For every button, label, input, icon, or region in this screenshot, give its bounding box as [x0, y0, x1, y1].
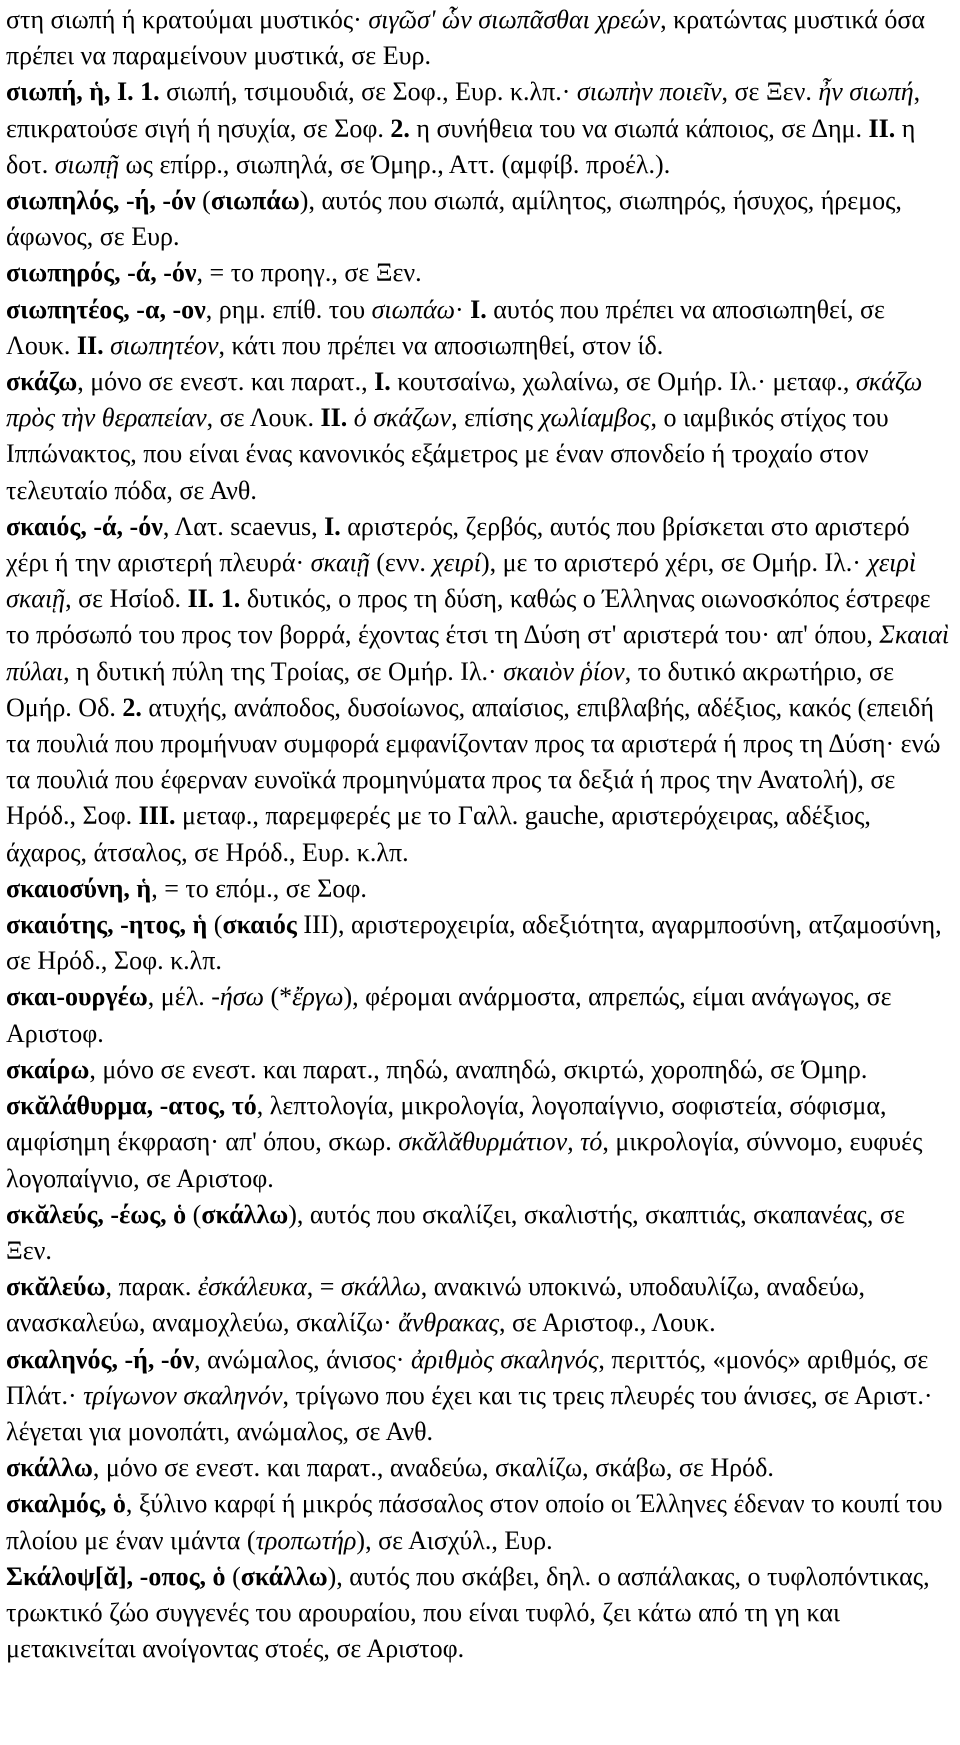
entry-text: , ανακινώ υποκινώ, υποδαυλίζω, αναδεύω, ανασκαλεύω, αναμοχλεύω, σκαλίζω·	[6, 1272, 866, 1338]
entry-bold-text: σκαίρω	[6, 1054, 90, 1084]
entry-italic-text: σιωπῇ	[54, 149, 120, 179]
entry-bold-text: σκᾰλάθυρμα, -ατος, τό	[6, 1091, 257, 1121]
entry-text: η συνήθεια του να σιωπά κάποιος, σε Δημ.	[409, 113, 869, 143]
entry-text: , η δυτική πύλη της Τροίας, σε Ομήρ. Ιλ.·	[63, 656, 504, 686]
dictionary-entry	[6, 1486, 952, 1558]
entry-text: αριστερός, ζερβός, αυτός που βρίσκεται στο αριστερό χέρι ή την αριστερή πλευρά·	[6, 511, 910, 578]
entry-italic-text: σκαιῇ	[310, 548, 370, 578]
entry-text: κουτσαίνω, χωλαίνω, σε Ομήρ. Ιλ.· μεταφ.,	[390, 367, 856, 397]
entry-text: ), αυτός που σιωπά, αμίλητος, σιωπηρός, ήσυχος, ήρεμος, άφωνος, σε Ευρ.	[6, 186, 902, 252]
entry-text: ), με το αριστερό χέρι, σε Ομήρ. Ιλ.·	[480, 548, 868, 578]
entry-text: (	[225, 1561, 241, 1591]
entry-italic-text: σκάλλω	[340, 1272, 421, 1302]
entry-italic-text: σιγῶσ' ὧν σιωπᾶσθαι χρεών	[368, 5, 661, 34]
entry-bold-text: III.	[138, 801, 176, 831]
entry-bold-text: σκαληνός, -ή, -όν	[6, 1344, 195, 1374]
entry-text: , μικρολογία, σύννομο, ευφυές λογοπαίγνιο, σε Αριστοφ.	[6, 1127, 923, 1193]
entry-text: , τρίγωνο που έχει και τις τρεις πλευρές του άνισες, σε Αριστ.· λέγεται για μονοπάτι, ανώμαλος, σε Ανθ.	[6, 1380, 933, 1446]
entry-bold-text: σκάλλω	[201, 1199, 289, 1229]
dictionary-entry	[6, 1088, 952, 1197]
entry-bold-text: σιωπηλός, -ή, -όν	[6, 186, 196, 216]
entry-text: , μέλ.	[147, 982, 212, 1012]
entry-bold-text: I.	[470, 294, 487, 324]
entry-text: , = το προηγ., σε Ξεν.	[196, 258, 422, 288]
entry-italic-text: χειρὶ σκαιῇ	[6, 548, 917, 614]
entry-text: , κάτι που πρέπει να αποσιωπηθεί, στον ίδ.	[218, 330, 664, 360]
entry-text: , κρατώντας μυστικά όσα πρέπει να παραμείνουν μυστικά, σε Ευρ.	[6, 5, 925, 71]
entry-bold-text: σκάλλω	[6, 1453, 93, 1483]
entry-text: (	[207, 910, 223, 940]
entry-text: (	[195, 186, 211, 216]
entry-text: , περιττός, «μονός» αριθμός, σε Πλάτ.·	[6, 1344, 929, 1410]
entry-italic-text: σκαιὸν ῥίον	[503, 656, 625, 686]
entry-text: , μόνο σε ενεστ. και παρατ., αναδεύω, σκαλίζω, σκάβω, σε Ηρόδ.	[92, 1453, 774, 1483]
entry-italic-text: ἔργω	[292, 982, 344, 1012]
dictionary-entry	[6, 1342, 952, 1451]
entry-text: ατυχής, ανάποδος, δυσοίωνος, απαίσιος, επιβλαβής, αδέξιος, κακός (επειδή τα πουλιά που προμήνυαν συμφορά εμφανίζονταν προς τα αριστερά ή προς τη Δύση· ενώ τα πουλιά που έφερναν ευνοϊκά προμηνύματα προς τα δεξιά ή προς την Ανατολή), σε Ηρόδ., Σοφ.	[6, 692, 941, 831]
entry-italic-text: ἐσκάλευκα	[197, 1272, 307, 1302]
entry-bold-text: I. 1.	[116, 77, 160, 107]
entry-italic-text: Σκαιαὶ πύλαι	[6, 620, 950, 686]
entry-bold-text: σκάλλω	[240, 1561, 328, 1591]
entry-italic-text: ἦν σιωπή	[818, 77, 914, 107]
entry-italic-text: ἀριθμὸς σκαληνός	[410, 1344, 599, 1374]
entry-bold-text: σκαιός, -ά, -όν	[6, 511, 163, 541]
entry-bold-text: II. 1.	[187, 584, 241, 614]
entry-bold-text: II.	[320, 403, 348, 433]
entry-bold-text: σκαιότης, -ητος, ἡ	[6, 910, 208, 940]
entry-italic-text: χειρί	[432, 548, 481, 578]
entry-text: , μόνο σε ενεστ. και παρατ., πηδώ, αναπηδώ, σκιρτώ, χοροπηδώ, σε Όμηρ.	[89, 1054, 868, 1084]
entry-bold-text: II.	[868, 113, 896, 143]
entry-text: ·	[455, 294, 471, 324]
entry-text: , =	[306, 1272, 341, 1302]
entry-text: ), αυτός που σκάβει, δηλ. ο ασπάλακας, ο τυφλοπόντικας, τρωκτικό ζώο συγγενές του αρουραίου, που είναι τυφλό, ζει κάτω από τη γη και μετακινείται ανοίγοντας στοές, σε Αριστοφ.	[6, 1561, 930, 1664]
entry-text: , = το επόμ., σε Σοφ.	[151, 873, 367, 903]
entry-text: , σε Αριστοφ., Λουκ.	[499, 1308, 716, 1338]
dictionary-entry	[6, 1559, 952, 1668]
entry-text: μεταφ., παρεμφερές με το Γαλλ. gauche, αριστερόχειρας, αδέξιος, άχαρος, άτσαλος, σε Ηρόδ., Ευρ. κ.λπ.	[6, 801, 871, 867]
entry-text: (	[186, 1199, 202, 1229]
dictionary-entry	[6, 1052, 952, 1088]
entry-bold-text: 2.	[122, 692, 142, 722]
entry-bold-text: σιωπηρός, -ά, -όν	[6, 258, 197, 288]
entry-text: , σε Ξεν.	[721, 77, 819, 107]
dictionary-entry	[6, 871, 952, 907]
entry-italic-text: σκᾰλᾰθυρμάτιον, τό	[398, 1127, 603, 1157]
entry-text: , παρακ.	[105, 1272, 198, 1302]
dictionary-entry	[6, 979, 952, 1051]
dictionary-entry	[6, 292, 952, 364]
entry-bold-text: σιωπή, ἡ,	[6, 77, 111, 107]
dictionary-entry	[6, 1197, 952, 1269]
entry-text: , ρημ. επίθ. του	[205, 294, 372, 324]
entry-italic-text: σκάζω πρὸς τὴν θεραπείαν	[6, 367, 923, 433]
entry-bold-text: Σκάλοψ[ᾰ], -οπος, ὁ	[6, 1561, 226, 1591]
entry-italic-text: σιωπάω	[371, 294, 455, 324]
entry-italic-text: τρίγωνον σκαληνόν	[83, 1380, 283, 1410]
entry-bold-text: I.	[324, 511, 341, 541]
entry-bold-text: I.	[374, 367, 391, 397]
dictionary-entry	[6, 255, 952, 291]
entry-text: , επίσης	[451, 403, 540, 433]
entry-text: αυτός που πρέπει να αποσιωπηθεί, σε Λουκ.	[6, 294, 885, 360]
entry-text: σιωπή, τσιμουδιά, σε Σοφ., Ευρ. κ.λπ.·	[159, 77, 577, 107]
entry-text: δυτικός, ο προς τη δύση, καθώς ο Έλληνας οιωνοσκόπος έστρεφε το πρόσωπό του προς τον βορρά, έχοντας έτσι τη Δύση στ' αριστερά του· απ' όπου,	[6, 584, 931, 650]
entry-italic-text: τροπωτήρ	[255, 1525, 357, 1555]
entry-text: η δοτ.	[6, 113, 916, 179]
dictionary-entry	[6, 183, 952, 255]
entry-bold-text: σκαλμός, ὁ	[6, 1489, 126, 1519]
entry-bold-text: σκαιοσύνη, ἡ	[6, 873, 152, 903]
dictionary-entry	[6, 1269, 952, 1341]
entry-text: , μόνο σε ενεστ. και παρατ.,	[77, 367, 375, 397]
entry-text: ), φέρομαι ανάρμοστα, απρεπώς, είμαι ανάγωγος, σε Αριστοφ.	[6, 982, 892, 1048]
dictionary-entry	[6, 509, 952, 871]
entry-text: , το δυτικό ακρωτήριο, σε Ομήρ. Οδ.	[6, 656, 894, 722]
entry-bold-text: σκαι-ουργέω	[6, 982, 148, 1012]
entry-text: (*	[263, 982, 293, 1012]
entry-text: , ανώμαλος, άνισος·	[194, 1344, 411, 1374]
entry-text: , Λατ. scaevus,	[162, 511, 325, 541]
entry-bold-text: σιωπάω	[210, 186, 300, 216]
entry-italic-text: σιωπητέον	[110, 330, 219, 360]
entry-italic-text: χωλίαμβος	[539, 403, 651, 433]
entry-text: , επικρατούσε σιγή ή ησυχία, σε Σοφ.	[6, 77, 921, 143]
entry-bold-text: II.	[76, 330, 104, 360]
entry-italic-text: ὁ σκάζων	[353, 403, 452, 433]
entry-bold-text: σκᾰλεύω	[6, 1272, 106, 1302]
entry-text: , λεπτολογία, μικρολογία, λογοπαίγνιο, σοφιστεία, σόφισμα, αμφίσημη έκφραση· απ' όπου, σκωρ.	[6, 1091, 887, 1157]
dictionary-entry	[6, 907, 952, 979]
entry-bold-text: σκάζω	[6, 367, 78, 397]
entry-bold-text: σκᾰλεύς, -έως, ὁ	[6, 1199, 187, 1229]
entry-bold-text: 2.	[390, 113, 410, 143]
entry-text: ), σε Αισχύλ., Ευρ.	[356, 1525, 553, 1555]
entry-italic-text: -ήσω	[211, 982, 264, 1012]
entry-text: III), αριστεροχειρία, αδεξιότητα, αγαρμποσύνη, ατζαμοσύνη, σε Ηρόδ., Σοφ. κ.λπ.	[6, 910, 942, 976]
entry-text: ως επίρρ., σιωπηλά, σε Όμηρ., Αττ. (αμφίβ. προέλ.).	[119, 149, 671, 179]
entry-text: (ενν.	[369, 548, 433, 578]
entry-text: , ξύλινο καρφί ή μικρός πάσσαλος στον οποίο οι Έλληνες έδεναν το κουπί του πλοίου με έναν ιμάντα (	[6, 1489, 943, 1555]
entry-italic-text: σιωπὴν ποιεῖν	[576, 77, 722, 107]
entry-text: ), αυτός που σκαλίζει, σκαλιστής, σκαπτιάς, σκαπανέας, σε Ξεν.	[6, 1199, 905, 1265]
entry-bold-text: σιωπητέος, -α, -ον	[6, 294, 206, 324]
dictionary-entry	[6, 1450, 952, 1486]
entry-bold-text: σκαιός	[222, 910, 297, 940]
entry-italic-text: ἄνθρακας	[398, 1308, 499, 1338]
dictionary-entry	[6, 364, 952, 509]
entry-text: στη σιωπή ή κρατούμαι μυστικός·	[6, 5, 369, 34]
dictionary-entry	[6, 74, 952, 183]
entry-text: , σε Ησίοδ.	[65, 584, 188, 614]
entry-text: , ο ιαμβικός στίχος του Ιππώνακτος, που είναι ένας κανονικός εξάμετρος με έναν σπονδείο ή τροχαίο στον τελευταίο πόδα, σε Ανθ.	[6, 403, 889, 505]
dictionary-entry	[6, 2, 952, 74]
entry-text: , σε Λουκ.	[206, 403, 321, 433]
